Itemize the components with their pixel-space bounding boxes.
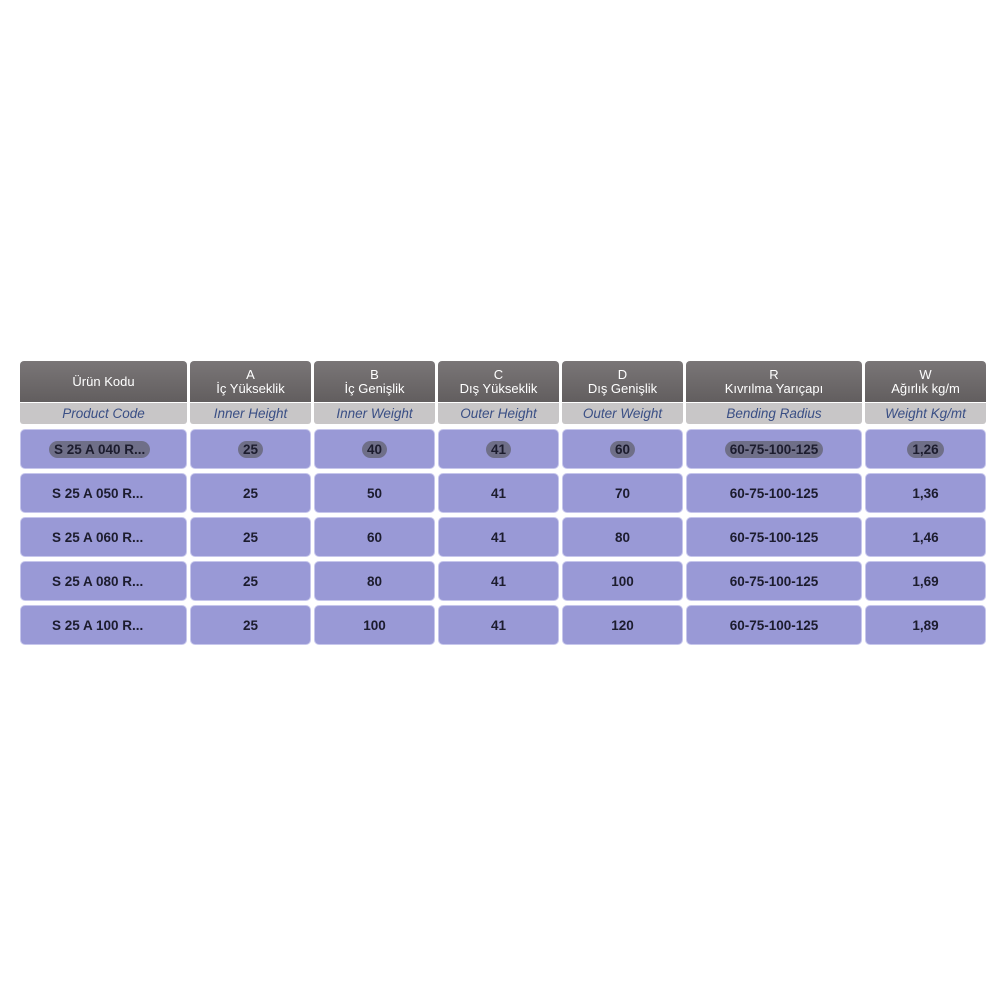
header-outer-height — [438, 361, 559, 402]
table-cell: 41 — [438, 605, 559, 645]
table-cell — [686, 429, 862, 469]
table-row — [20, 429, 986, 469]
table-cell: 60-75-100-125 — [686, 561, 862, 601]
subheader-cell: Product Code — [20, 403, 187, 424]
highlighted-value: 60 — [610, 441, 635, 458]
header-label: Dış Genişlik — [587, 380, 658, 396]
header-label: İç Genişlik — [344, 380, 405, 396]
header-label: Ağırlık kg/m — [891, 380, 960, 396]
subheader-cell: Outer Height — [438, 403, 559, 424]
product-code-cell: S 25 A 050 R... — [20, 473, 187, 513]
table-cell: 120 — [562, 605, 683, 645]
header-inner-height — [190, 361, 311, 402]
header-outer-width — [562, 361, 683, 402]
table-cell — [190, 429, 311, 469]
table-cell: 25 — [190, 473, 311, 513]
table-row — [20, 605, 986, 645]
product-code-cell: S 25 A 100 R... — [20, 605, 187, 645]
header-label: Kıvrılma Yarıçapı — [724, 380, 824, 396]
table-cell — [865, 429, 986, 469]
table-row — [20, 473, 986, 513]
subheader-cell: Outer Weight — [562, 403, 683, 424]
highlighted-value: 25 — [238, 441, 263, 458]
header-letter: A — [246, 366, 255, 382]
header-letter: D — [617, 366, 628, 382]
table-cell: 100 — [314, 605, 435, 645]
table-cell: 25 — [190, 605, 311, 645]
table-cell: 25 — [190, 561, 311, 601]
product-code-cell: S 25 A 060 R... — [20, 517, 187, 557]
subheader-row — [20, 403, 986, 424]
subheader-cell: Inner Weight — [314, 403, 435, 424]
table-cell: 80 — [314, 561, 435, 601]
highlighted-value: 60-75-100-125 — [725, 441, 824, 458]
table-cell: 1,69 — [865, 561, 986, 601]
header-letter: B — [370, 366, 379, 382]
header-letter: C — [493, 366, 504, 382]
table-cell: 25 — [190, 517, 311, 557]
product-spec-table — [20, 361, 986, 645]
header-label: İç Yükseklik — [216, 380, 285, 396]
table-row — [20, 517, 986, 557]
table-cell: 1,89 — [865, 605, 986, 645]
table-cell: 41 — [438, 473, 559, 513]
table-cell — [438, 429, 559, 469]
table-cell: 41 — [438, 561, 559, 601]
table-row — [20, 561, 986, 601]
highlighted-value: 41 — [486, 441, 511, 458]
table-cell: 60-75-100-125 — [686, 517, 862, 557]
header-label: Ürün Kodu — [72, 373, 135, 389]
header-weight — [865, 361, 986, 402]
table-cell: 80 — [562, 517, 683, 557]
table-cell: 41 — [438, 517, 559, 557]
subheader-cell: Bending Radius — [686, 403, 862, 424]
table-cell: 60 — [314, 517, 435, 557]
product-code-cell: S 25 A 080 R... — [20, 561, 187, 601]
table-cell: 100 — [562, 561, 683, 601]
table-cell: 50 — [314, 473, 435, 513]
subheader-cell: Inner Height — [190, 403, 311, 424]
highlighted-value: S 25 A 040 R... — [49, 441, 150, 458]
header-label: Dış Yükseklik — [459, 380, 538, 396]
header-inner-width — [314, 361, 435, 402]
header-product-code — [20, 361, 187, 402]
table-cell: 1,36 — [865, 473, 986, 513]
table-cell: 60-75-100-125 — [686, 605, 862, 645]
table-cell: 70 — [562, 473, 683, 513]
table-cell: 60-75-100-125 — [686, 473, 862, 513]
header-bending-radius — [686, 361, 862, 402]
subheader-cell: Weight Kg/mt — [865, 403, 986, 424]
header-letter: W — [919, 366, 932, 382]
table-cell: 1,46 — [865, 517, 986, 557]
highlighted-value: 40 — [362, 441, 387, 458]
header-letter: R — [769, 366, 779, 382]
product-code-cell — [20, 429, 187, 469]
table-cell — [314, 429, 435, 469]
highlighted-value: 1,26 — [907, 441, 943, 458]
header-row — [20, 361, 986, 402]
table-cell — [562, 429, 683, 469]
